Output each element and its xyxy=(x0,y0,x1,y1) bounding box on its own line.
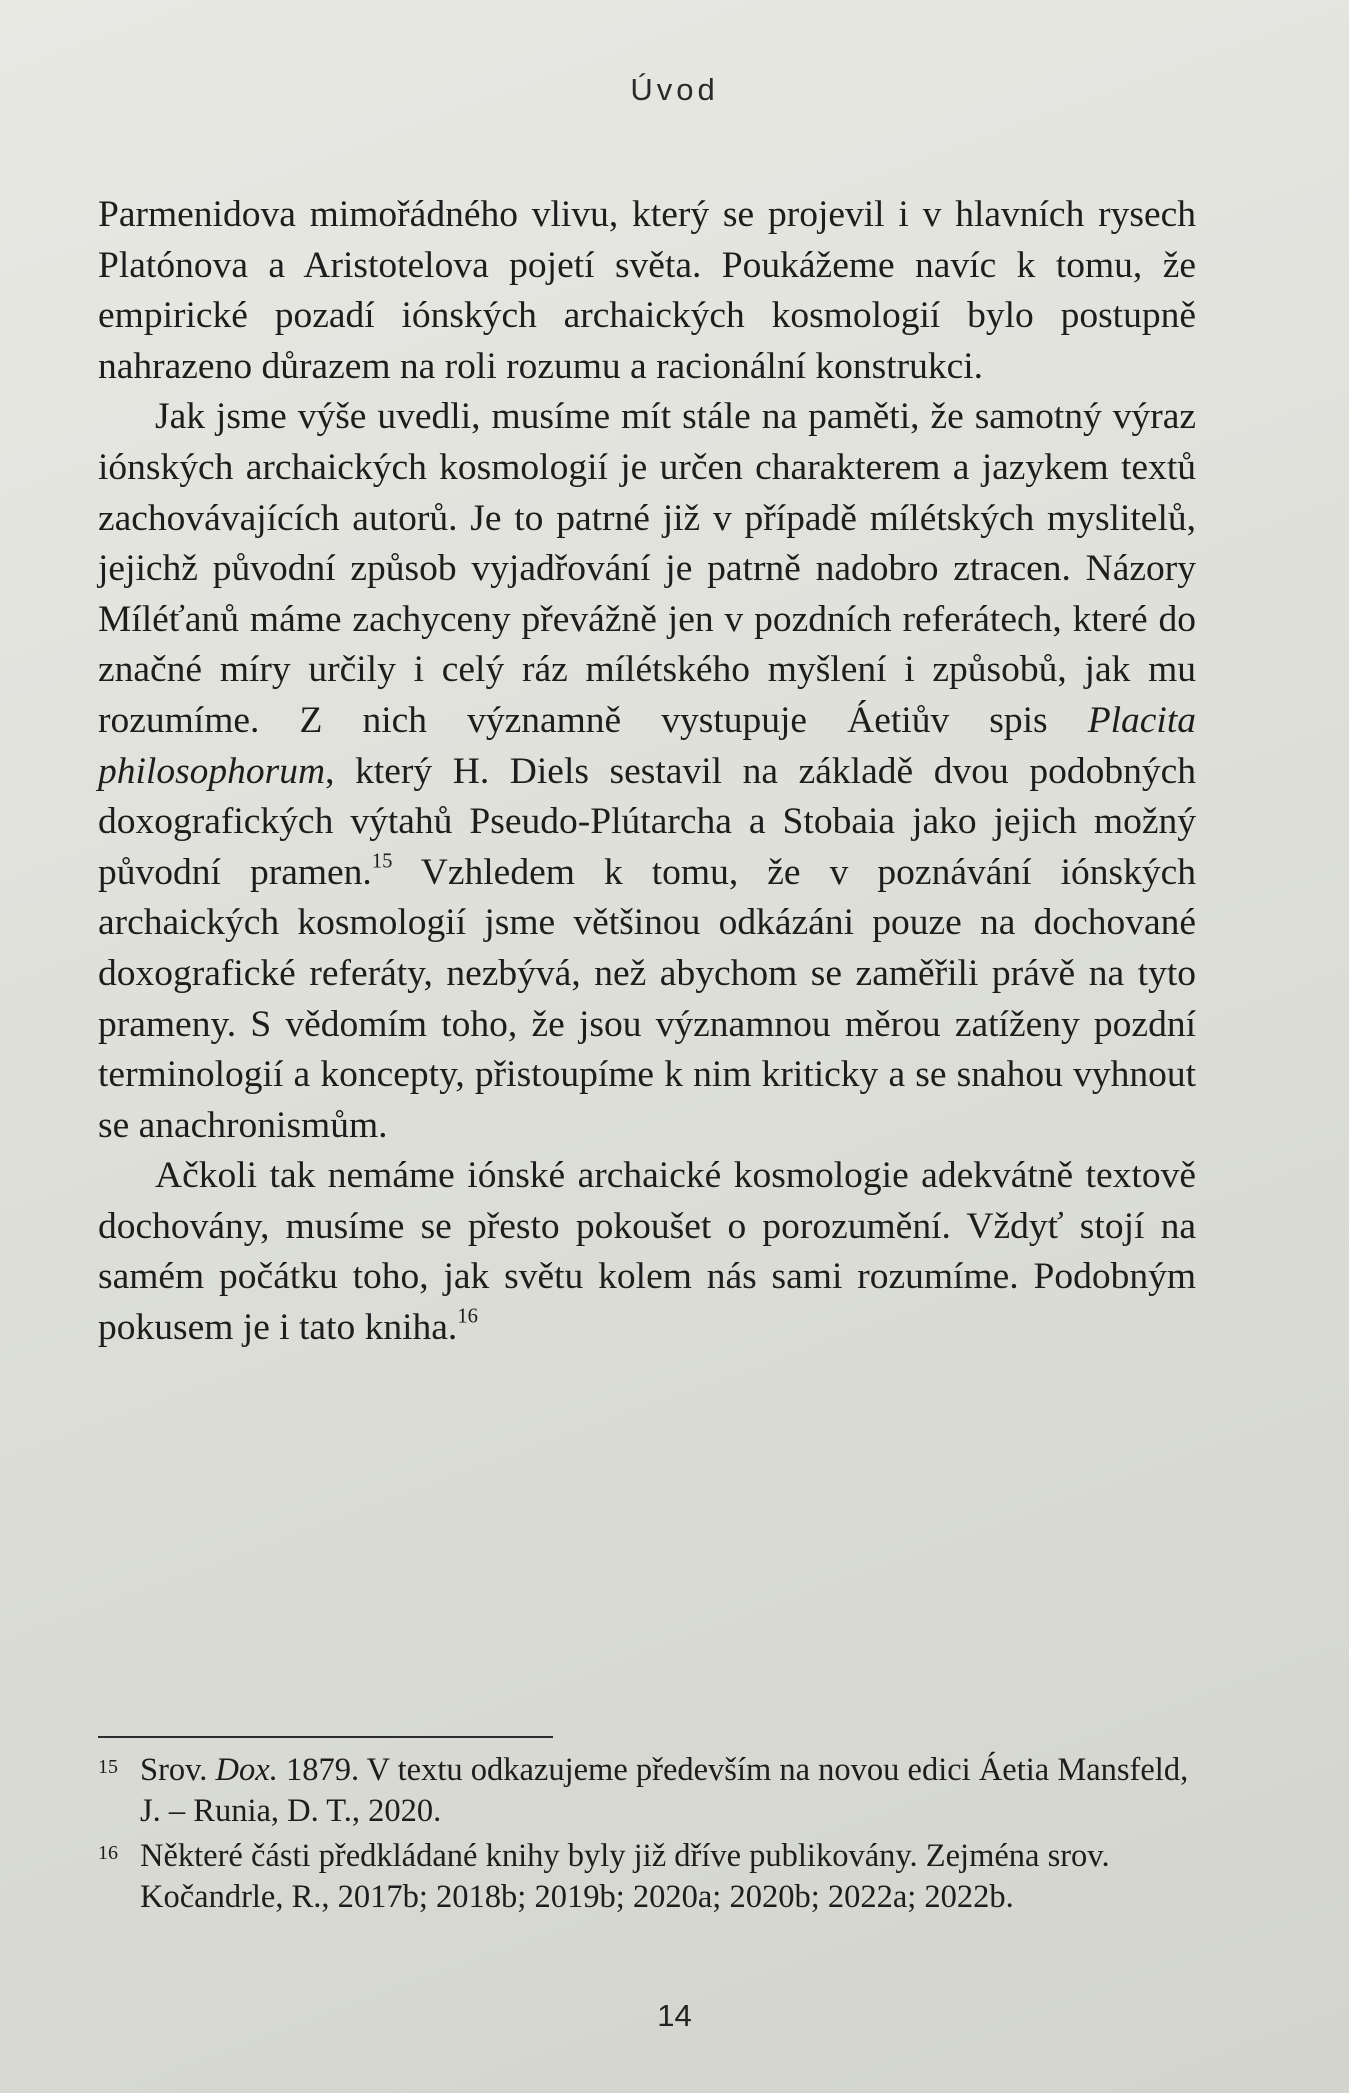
paragraph-3 xyxy=(98,1151,1196,1353)
footnote-ref-15[interactable]: 15 xyxy=(371,850,393,873)
footnote-text-a: Některé části předkládané knihy byly již dříve publikovány. Zejména srov. Kočandrle, R., 2017b; 2018b; 2019b; 2020a; 2020b; 2022a; 2022b. xyxy=(140,1838,1110,1915)
paragraph-2-text-c: Vzhledem k tomu, že v poznávání iónských archaických kosmologií jsme většinou odkázáni pouze na dochované doxografické referáty, nezbývá, než abychom se zaměřili právě na tyto prameny. S vědomím toho, že jsou významnou měrou zatíženy pozdní terminologií a koncepty, přistoupíme k nim kriticky a se snahou vyhnout se anachronismům. xyxy=(98,851,1196,1146)
paragraph-2 xyxy=(98,392,1196,1151)
work-title-placita: Placita philosophorum xyxy=(98,699,1196,792)
paragraph-3-text: Ačkoli tak nemáme iónské archaické kosmologie adekvátně textově dochovány, musíme se přesto pokoušet o porozumění. Vždyť stojí na samém počátku toho, jak světu kolem nás sami rozumíme. Podobným pokusem je i tato kniha. xyxy=(98,1155,1196,1349)
footnote-text-a: Srov. xyxy=(140,1752,216,1788)
paragraph-2-text-b: , který H. Diels sestavil na základě dvou podobných doxografických výtahů Pseudo-Plútarcha a Stobaia jako jejich možný původní pramen. xyxy=(98,750,1196,893)
footnote-15 xyxy=(98,1750,1196,1832)
footnote-text-b: 1879. V textu odkazujeme především na novou edici Áetia Mansfeld, J. – Runia, D. T., 2020. xyxy=(140,1752,1189,1829)
paragraph-1: Parmenidova mimořádného vlivu, který se projevil i v hlavních rysech Platónova a Aristotelova pojetí světa. Poukážeme navíc k tomu, že empirické pozadí iónských archaických kosmologií bylo postupně nahrazeno důrazem na roli rozumu a racionální konstrukci. xyxy=(98,194,1196,387)
footnotes xyxy=(98,1750,1196,1922)
footnote-number: 16 xyxy=(98,1842,118,1864)
footnote-abbrev: Dox. xyxy=(215,1752,278,1788)
body-text xyxy=(98,190,1196,1354)
page-number: 14 xyxy=(657,1998,692,2033)
footnote-ref-16[interactable]: 16 xyxy=(457,1305,478,1328)
paragraph-2-text-a: Jak jsme výše uvedli, musíme mít stále na paměti, že samotný výraz iónských archaických kosmologií je určen charakterem a jazykem textů zachovávajících autorů. Je to patrné již v případě mílétských myslitelů, jejichž původní způsob vyjadřování je patrně nadobro ztracen. Názory Míléťanů máme zachyceny převážně jen v pozdních referátech, které do značné míry určily i celý ráz mílétského myšlení i způsobů, jak mu rozumíme. Z nich významně vystupuje Áetiův spis xyxy=(98,396,1196,741)
footnote-divider xyxy=(98,1736,553,1738)
running-head: Úvod xyxy=(630,72,719,107)
footnote-16 xyxy=(98,1836,1196,1918)
footnote-text xyxy=(140,1750,1196,1832)
footnote-text xyxy=(140,1836,1196,1918)
footnote-number: 15 xyxy=(98,1756,118,1778)
